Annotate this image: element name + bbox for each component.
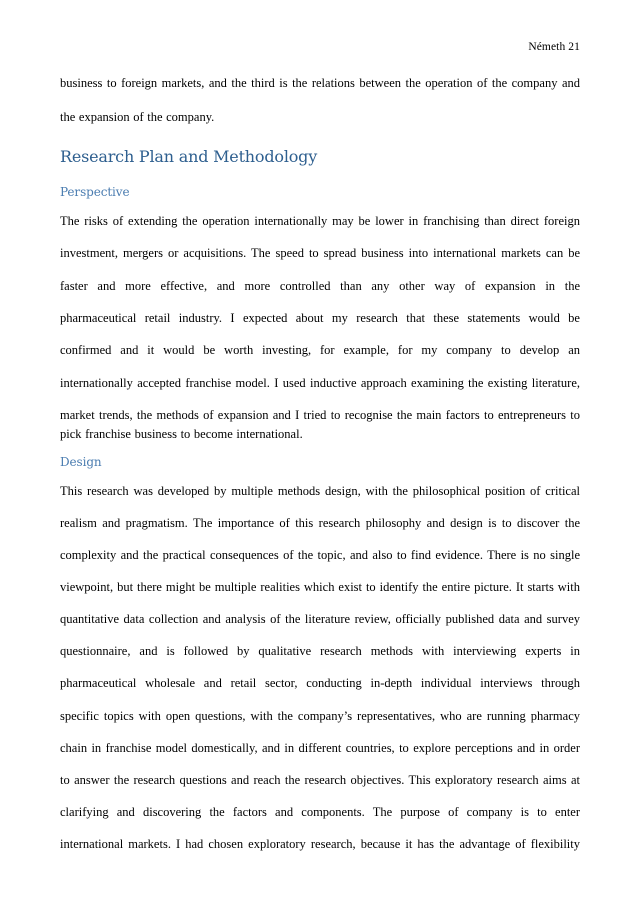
body-text-line: the expansion of the company. [60, 110, 215, 124]
body-text-line: complexity and the practical consequences of the topic, and also to find evidence. There is no single [60, 548, 580, 562]
body-text-line: pharmaceutical wholesale and retail sector, conducting in-depth individual interviews through [60, 676, 580, 690]
body-text-line: specific topics with open questions, with the company’s representatives, who are running pharmacy [60, 709, 580, 723]
body-text-line: chain in franchise model domestically, and in different countries, to explore perceptions and in order [60, 741, 580, 755]
body-text-line: internationally accepted franchise model. I used inductive approach examining the existing literature, [60, 376, 580, 390]
body-text-line: to answer the research questions and reach the research objectives. This exploratory research aims at [60, 773, 580, 787]
section-heading: Research Plan and Methodology [60, 147, 318, 166]
body-text-line: This research was developed by multiple methods design, with the philosophical position of critical [60, 484, 580, 498]
body-text-line: market trends, the methods of expansion and I tried to recognise the main factors to entrepreneurs to [60, 408, 580, 422]
body-text-line: international markets. I had chosen exploratory research, because it has the advantage of flexibility [60, 837, 580, 851]
body-text-line: business to foreign markets, and the third is the relations between the operation of the company and [60, 76, 580, 90]
body-text-line: quantitative data collection and analysis of the literature review, officially published data and survey [60, 612, 580, 626]
body-text-line: viewpoint, but there might be multiple realities which exist to identify the entire picture. It starts with [60, 580, 580, 594]
body-text-line: realism and pragmatism. The importance of this research philosophy and design is to discover the [60, 516, 580, 530]
subsection-heading-design: Design [60, 455, 102, 469]
body-text-line: pick franchise business to become international. [60, 427, 303, 441]
subsection-heading-perspective: Perspective [60, 185, 130, 199]
body-text-line: clarifying and discovering the factors and components. The purpose of company is to enter [60, 805, 580, 819]
body-text-line: confirmed and it would be worth investing, for example, for my company to develop an [60, 343, 580, 357]
running-header: Németh 21 [528, 41, 580, 53]
body-text-line: faster and more effective, and more controlled than any other way of expansion in the [60, 279, 580, 293]
body-text-line: investment, mergers or acquisitions. The speed to spread business into international markets can be [60, 246, 580, 260]
body-text-line: pharmaceutical retail industry. I expected about my research that these statements would be [60, 311, 580, 325]
body-text-line: The risks of extending the operation internationally may be lower in franchising than direct foreign [60, 214, 580, 228]
body-text-line: questionnaire, and is followed by qualitative research methods with interviewing experts in [60, 644, 580, 658]
